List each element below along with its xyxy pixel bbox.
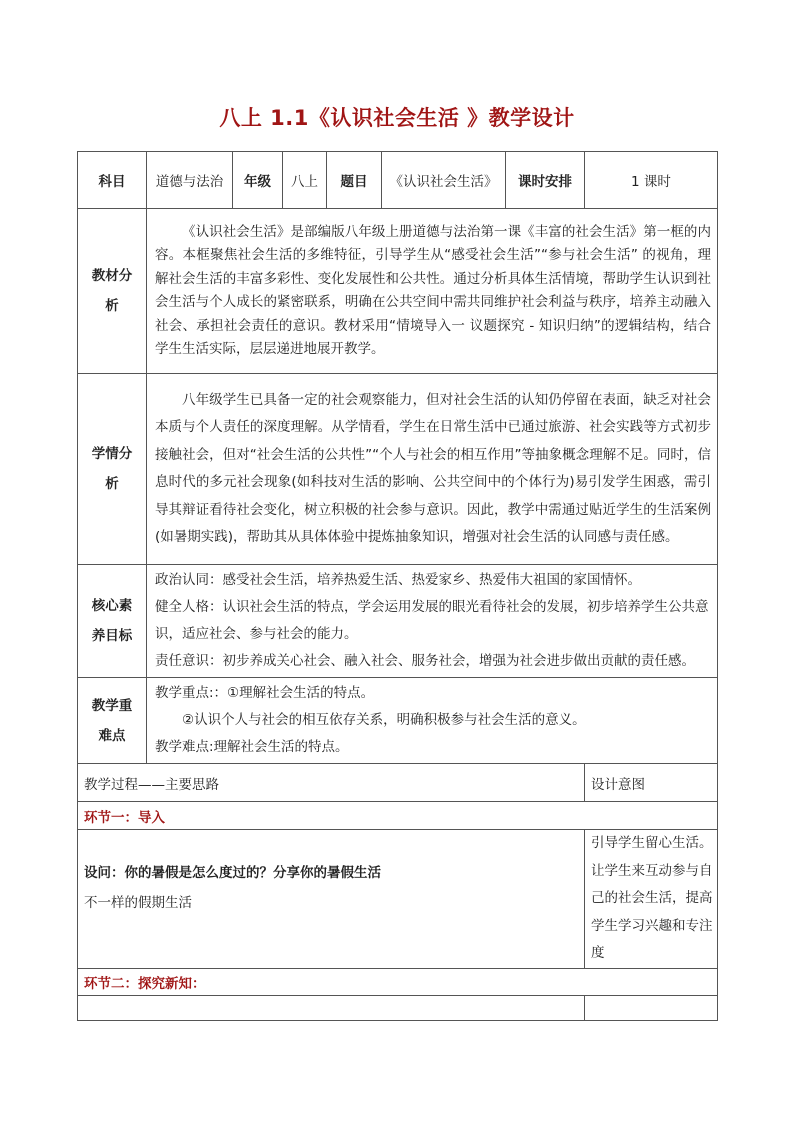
goals-text: [147, 565, 718, 678]
key-point-1: 教学重点:：①理解社会生活的特点。: [155, 685, 375, 701]
page-title: 八上 1.1《认识社会生活 》教学设计: [219, 106, 575, 130]
material-label: [78, 209, 147, 374]
empty-row: [78, 995, 718, 1020]
students-row: [78, 374, 718, 565]
grade-label: 年级: [233, 152, 283, 209]
hours-label: 课时安排: [506, 152, 585, 209]
material-text: 《认识社会生活》是部编版八年级上册道德与法治第一课《丰富的社会生活》第一框的内容。本框聚焦社会生活的多维特征，引导学生从“感受社会生活”“参与社会生活” 的视角，理解社会生活的丰富多彩性、变化发展性和公共性。通过分析具体生活情境，帮助学生认识到社会生活与个人成长的紧密联系，明确在公共空间中需共同维护社会利益与秩序，培养主动融入社会、承担社会责任的意识。教材采用“情境导入一 议题探究 - 知识归纳”的逻辑结构，结合学生生活实际，层层递进地展开教学。: [147, 209, 718, 374]
empty-intent-cell: [585, 995, 718, 1020]
key-points-label-line-2: 难点: [98, 727, 126, 744]
key-points-text: [147, 678, 718, 764]
lesson-plan-table: [77, 151, 718, 1021]
section-1-heading: 环节一：导入: [78, 802, 718, 830]
process-header-row: [78, 764, 718, 802]
goal-responsibility: 责任意识：初步养成关心社会、融入社会、服务社会，增强为社会进步做出贡献的责任感。: [155, 653, 695, 669]
grade-value: 八上: [283, 152, 327, 209]
hours-value: 1 课时: [585, 152, 718, 209]
material-row: [78, 209, 718, 374]
subject-label: 科目: [78, 152, 147, 209]
section-2-row: [78, 968, 718, 995]
section-1-row: [78, 802, 718, 830]
topic-label: 题目: [327, 152, 382, 209]
key-points-row: [78, 678, 718, 764]
key-point-2: ②认识个人与社会的相互依存关系，明确积极参与社会生活的意义。: [182, 712, 586, 728]
key-points-label: [78, 678, 147, 764]
students-label: [78, 374, 147, 565]
goals-label: [78, 565, 147, 678]
header-row: [78, 152, 718, 209]
goal-political: 政治认同：感受社会生活，培养热爱生活、热爱家乡、热爱伟大祖国的家国情怀。: [155, 572, 641, 588]
intro-content: [78, 830, 585, 969]
intro-answer: 不一样的假期生活: [84, 894, 192, 911]
goal-personality: 健全人格：认识社会生活的特点，学会运用发展的眼光看待社会的发展，初步培养学生公共意识，适应社会、参与社会的能力。: [155, 599, 709, 642]
goals-label-line-2: 养目标: [91, 628, 133, 644]
material-label-line-2: 析: [105, 298, 119, 314]
intent-header: 设计意图: [585, 764, 718, 802]
topic-value: 《认识社会生活》: [382, 152, 506, 209]
students-text: 八年级学生已具备一定的社会观察能力，但对社会生活的认知仍停留在表面，缺乏对社会本质与个人责任的深度理解。从学情看，学生在日常生活中已通过旅游、社会实践等方式初步接触社会，但对“社会生活的公共性”“个人与社会的相互作用”等抽象概念理解不足。同时，信息时代的多元社会现象(如科技对生活的影响、公共空间中的个体行为)易引发学生困惑，需引导其辩证看待社会变化，树立积极的社会参与意识。因此，教学中需通过贴近学生的生活案例(如暑期实践)，帮助其从具体体验中提炼抽象知识，增强对社会生活的认同感与责任感。: [147, 374, 718, 565]
goals-row: [78, 565, 718, 678]
section-2-heading: 环节二：探究新知：: [78, 968, 718, 995]
goals-label-line-1: 核心素: [91, 598, 133, 614]
difficult-point: 教学难点:理解社会生活的特点。: [155, 739, 349, 755]
material-label-line-1: 教材分: [91, 268, 133, 284]
intro-row: [78, 830, 718, 969]
students-label-line-1: 学情分: [91, 446, 133, 462]
key-points-label-line-1: 教学重: [91, 697, 133, 714]
students-label-line-2: 析: [105, 476, 119, 492]
intro-question: 设问：你的暑假是怎么度过的？分享你的暑假生活: [84, 864, 381, 881]
intro-intent: 引导学生留心生活。让学生来互动参与自己的社会生活，提高学生学习兴趣和专注度: [585, 830, 718, 969]
subject-value: 道德与法治: [147, 152, 233, 209]
empty-process-cell: [78, 995, 585, 1020]
process-header: 教学过程——主要思路: [78, 764, 585, 802]
